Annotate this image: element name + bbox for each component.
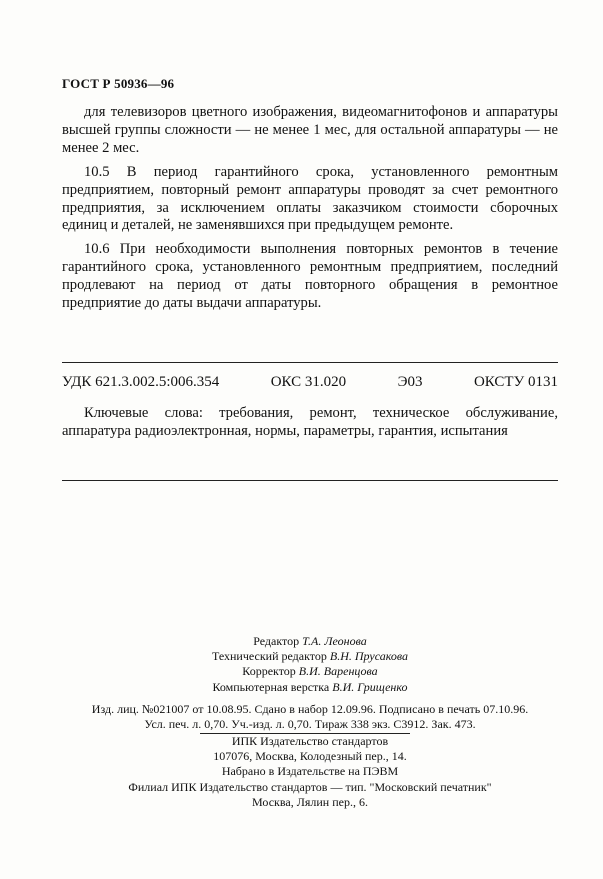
oks-code: ОКС 31.020 bbox=[270, 374, 347, 390]
publisher-line-4: Филиал ИПК Издательство стандартов — тип. "Московский печатник" bbox=[128, 779, 492, 794]
publisher-line-2: 107076, Москва, Колодезный пер., 14. bbox=[213, 749, 407, 764]
publisher-info bbox=[62, 734, 558, 810]
print-info-line-1: Изд. лиц. №021007 от 10.08.95. Сдано в набор 12.09.96. Подписано в печать 07.10.96. bbox=[91, 702, 529, 716]
proofreader-label: Корректор bbox=[242, 664, 296, 679]
publisher-line-1: ИПК Издательство стандартов bbox=[231, 734, 389, 748]
divider-bottom bbox=[62, 480, 558, 481]
okstu-code: ОКСТУ 0131 bbox=[473, 374, 558, 390]
paragraph-10-5: 10.5 В период гарантийного срока, установленного ремонтным предприятием, повторный ремонт аппаратуры проводят за счет ремонтного предприятия, за исключением оплаты заказчиком стоимости сборочных единиц и деталей, не заменявшихся при предыдущем ремонте. bbox=[62, 163, 558, 234]
layout-name: В.И. Грищенко bbox=[332, 679, 408, 694]
credits-block bbox=[62, 634, 558, 695]
layout-credit bbox=[62, 680, 558, 695]
publisher-line-3: Набрано в Издательстве на ПЭВМ bbox=[221, 764, 399, 779]
editor-credit bbox=[62, 634, 558, 649]
proofreader-name: В.И. Варенцова bbox=[298, 664, 378, 679]
udk-code: УДК 621.3.002.5:006.354 bbox=[62, 374, 220, 390]
divider-top bbox=[62, 362, 558, 363]
print-info-line-2: Усл. печ. л. 0,70. Уч.-изд. л. 0,70. Тираж 338 экз. С3912. Зак. 473. bbox=[144, 717, 476, 732]
body-text bbox=[62, 104, 558, 319]
tech-editor-name: В.Н. Прусакова bbox=[329, 649, 409, 664]
publication-info bbox=[62, 702, 558, 732]
keywords: Ключевые слова: требования, ремонт, техническое обслуживание, аппаратура радиоэлектронная, нормы, параметры, гарантия, испытания bbox=[62, 405, 558, 439]
editor-name: Т.А. Леонова bbox=[302, 634, 367, 648]
paragraph-10-6: 10.6 При необходимости выполнения повторных ремонтов в течение гарантийного срока, установленного ремонтным предприятием, последний продлевают на период от даты повторного обращения в ремонтное предприятие до даты выдачи аппаратуры. bbox=[62, 241, 558, 312]
layout-label: Компьютерная верстка bbox=[212, 679, 330, 694]
document-code-header: ГОСТ Р 50936—96 bbox=[62, 76, 175, 91]
publisher-line-5: Москва, Лялин пер., 6. bbox=[252, 794, 368, 809]
group-code: Э03 bbox=[397, 374, 423, 390]
paragraph-continuation: для телевизоров цветного изображения, видеомагнитофонов и аппаратуры высшей группы сложности — не менее 1 мес, для остальной аппаратуры — не менее 2 мес. bbox=[62, 104, 558, 156]
classification-line bbox=[62, 374, 558, 391]
tech-editor-credit bbox=[62, 649, 558, 664]
proofreader-credit bbox=[62, 664, 558, 679]
tech-editor-label: Технический редактор bbox=[211, 649, 327, 664]
editor-label: Редактор bbox=[253, 634, 300, 648]
